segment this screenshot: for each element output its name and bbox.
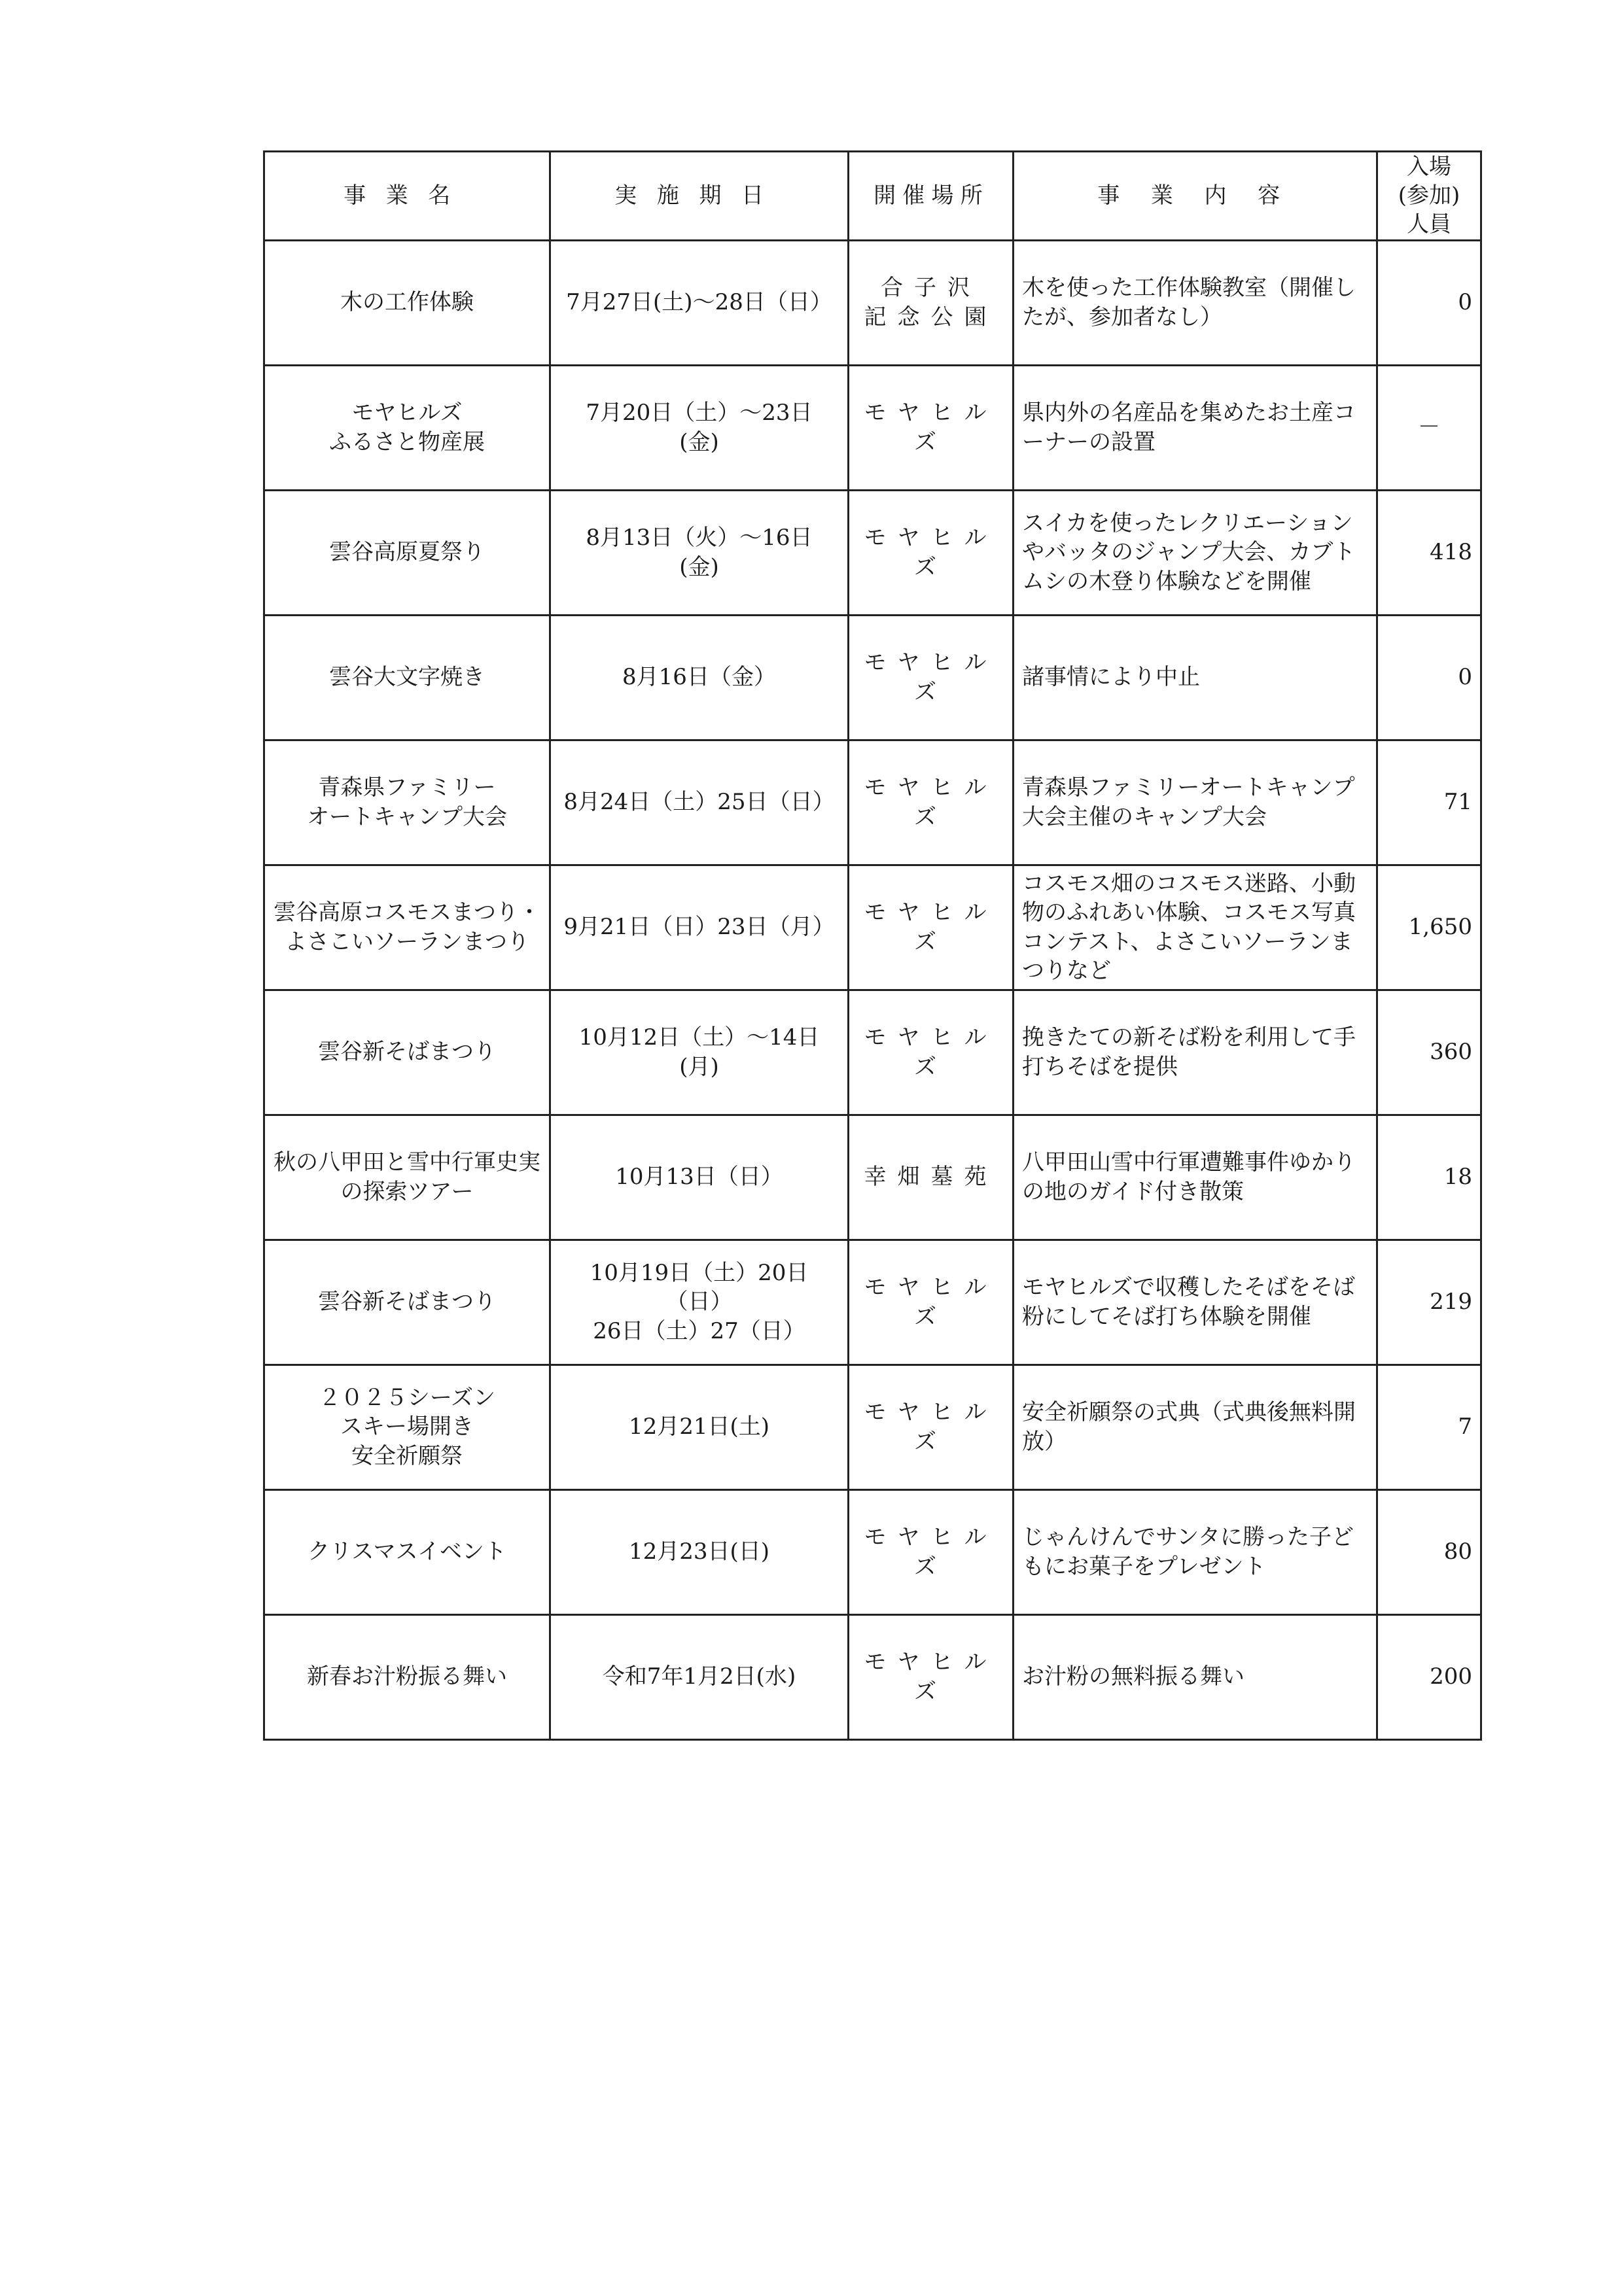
event-attendance-cell: 80 (1377, 1489, 1481, 1614)
table-row (264, 1240, 1481, 1365)
event-venue-cell: モヤヒルズ (849, 990, 1014, 1115)
header-date: 実施期日 (550, 152, 849, 241)
event-venue-cell: モヤヒルズ (849, 1614, 1014, 1739)
event-date-cell: 7月20日（土）～23日 (金) (550, 365, 849, 490)
event-attendance-cell: 18 (1377, 1115, 1481, 1240)
event-venue-cell: モヤヒルズ (849, 1489, 1014, 1614)
event-venue-cell: モヤヒルズ (849, 865, 1014, 990)
event-venue-cell: 合子沢 記念公園 (849, 240, 1014, 365)
event-attendance-cell: 418 (1377, 490, 1481, 615)
event-name-cell: 雲谷新そばまつり (264, 1240, 550, 1365)
table-row (264, 865, 1481, 990)
event-content-cell: 諸事情により中止 (1014, 615, 1377, 740)
table-row (264, 1115, 1481, 1240)
event-venue-cell: モヤヒルズ (849, 615, 1014, 740)
event-attendance-cell: 219 (1377, 1240, 1481, 1365)
events-table (263, 150, 1482, 1741)
event-content-cell: 挽きたての新そば粉を利用して手打ちそばを提供 (1014, 990, 1377, 1115)
event-date-cell: 8月13日（火）～16日 (金) (550, 490, 849, 615)
event-date-cell: 7月27日(土)～28日（日） (550, 240, 849, 365)
event-venue-cell: モヤヒルズ (849, 740, 1014, 865)
event-content-cell: じゃんけんでサンタに勝った子どもにお菓子をプレゼント (1014, 1489, 1377, 1614)
event-date-cell: 8月24日（土）25日（日） (550, 740, 849, 865)
event-name-cell: 秋の八甲田と雪中行軍史実の探索ツアー (264, 1115, 550, 1240)
event-name-cell: 青森県ファミリー オートキャンプ大会 (264, 740, 550, 865)
event-name-cell: 雲谷高原コスモスまつり・よさこいソーランまつり (264, 865, 550, 990)
event-attendance-cell: 360 (1377, 990, 1481, 1115)
event-date-cell: 10月12日（土）～14日 (月) (550, 990, 849, 1115)
header-event-name: 事業名 (264, 152, 550, 241)
table-row (264, 240, 1481, 365)
header-row (264, 152, 1481, 241)
header-content: 事業内容 (1014, 152, 1377, 241)
event-content-cell: 木を使った工作体験教室（開催したが、参加者なし） (1014, 240, 1377, 365)
event-name-cell: モヤヒルズ ふるさと物産展 (264, 365, 550, 490)
event-date-cell: 9月21日（日）23日（月） (550, 865, 849, 990)
event-name-cell: ２０２５シーズン スキー場開き 安全祈願祭 (264, 1365, 550, 1489)
event-name-cell: 木の工作体験 (264, 240, 550, 365)
table-row (264, 1365, 1481, 1489)
event-date-cell: 10月19日（土）20日（日） 26日（土）27（日） (550, 1240, 849, 1365)
event-attendance-cell: 7 (1377, 1365, 1481, 1489)
event-date-cell: 12月21日(土) (550, 1365, 849, 1489)
event-content-cell: 県内外の名産品を集めたお土産コーナーの設置 (1014, 365, 1377, 490)
event-date-cell: 12月23日(日) (550, 1489, 849, 1614)
event-venue-cell: モヤヒルズ (849, 490, 1014, 615)
event-content-cell: 安全祈願祭の式典（式典後無料開放） (1014, 1365, 1377, 1489)
table-row (264, 490, 1481, 615)
event-content-cell: コスモス畑のコスモス迷路、小動物のふれあい体験、コスモス写真コンテスト、よさこいソーランまつりなど (1014, 865, 1377, 990)
event-date-cell: 10月13日（日） (550, 1115, 849, 1240)
table-row (264, 1489, 1481, 1614)
event-venue-cell: 幸畑墓苑 (849, 1115, 1014, 1240)
event-attendance-cell: 200 (1377, 1614, 1481, 1739)
event-name-cell: 雲谷新そばまつり (264, 990, 550, 1115)
table-row (264, 740, 1481, 865)
event-name-cell: クリスマスイベント (264, 1489, 550, 1614)
event-venue-cell: モヤヒルズ (849, 365, 1014, 490)
event-date-cell: 令和7年1月2日(水) (550, 1614, 849, 1739)
event-attendance-cell: － (1377, 365, 1481, 490)
table-body (264, 240, 1481, 1739)
event-venue-cell: モヤヒルズ (849, 1240, 1014, 1365)
event-name-cell: 新春お汁粉振る舞い (264, 1614, 550, 1739)
event-name-cell: 雲谷大文字焼き (264, 615, 550, 740)
event-attendance-cell: 0 (1377, 615, 1481, 740)
header-attendance: 入場 (参加) 人員 (1377, 152, 1481, 241)
event-venue-cell: モヤヒルズ (849, 1365, 1014, 1489)
event-content-cell: モヤヒルズで収穫したそばをそば粉にしてそば打ち体験を開催 (1014, 1240, 1377, 1365)
table-row (264, 990, 1481, 1115)
event-content-cell: スイカを使ったレクリエーションやバッタのジャンプ大会、カブトムシの木登り体験などを開催 (1014, 490, 1377, 615)
event-attendance-cell: 1,650 (1377, 865, 1481, 990)
table-row (264, 615, 1481, 740)
event-content-cell: 青森県ファミリーオートキャンプ大会主催のキャンプ大会 (1014, 740, 1377, 865)
table-row (264, 365, 1481, 490)
header-venue: 開催場所 (849, 152, 1014, 241)
event-content-cell: 八甲田山雪中行軍遭難事件ゆかりの地のガイド付き散策 (1014, 1115, 1377, 1240)
event-attendance-cell: 71 (1377, 740, 1481, 865)
event-date-cell: 8月16日（金） (550, 615, 849, 740)
event-attendance-cell: 0 (1377, 240, 1481, 365)
event-content-cell: お汁粉の無料振る舞い (1014, 1614, 1377, 1739)
event-name-cell: 雲谷高原夏祭り (264, 490, 550, 615)
table-row (264, 1614, 1481, 1739)
